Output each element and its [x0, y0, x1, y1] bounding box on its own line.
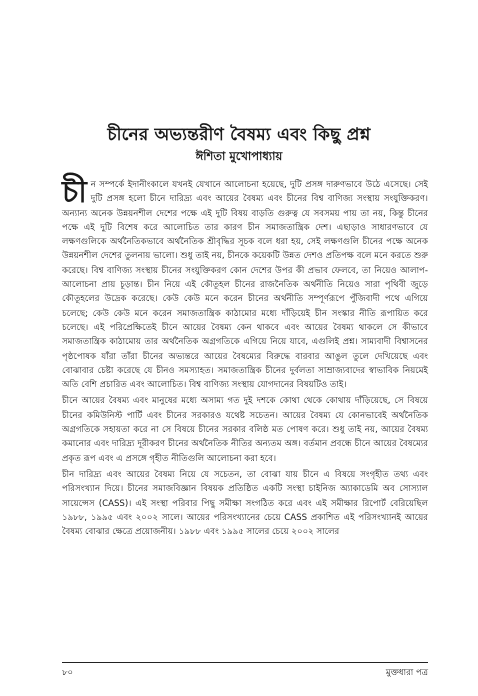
page-footer	[62, 662, 428, 680]
article-author: ঈশিতা মুখোপাধ্যায়	[195, 149, 283, 163]
page-number: ৮০	[62, 668, 74, 678]
journal-name: মুক্তধারা পত্র	[385, 668, 428, 678]
paragraph-1-text: ন সম্পর্কে ইদানীংকালে যখনই যেখানে আলোচনা হয়েছে, দুটি প্রসঙ্গ দারুণভাবে উঠে এসেছে। সেই দুটি প্রসঙ্গ হলো চীনে দারিদ্র্য এবং আয়ের বৈষম্য এবং চীনের বিশ্ব বাণিজ্য সংস্থায় সংযুক্তিকরণ। অন্যান্য অনেক উন্নয়নশীল দেশের পক্ষে এই দুটি বিষয় বাড়তি গুরুত্ব যে সবসময় পায় তা নয়, কিন্তু চীনের পক্ষে এই দুটি বিশেষ করে আলোচিত তার কারণ চীন সমাজতান্ত্রিক দেশ। এছাড়াও সাধারণভাবে যে লক্ষণগুলিকে অর্থনৈতিকভাবে অর্থনৈতিক শ্রীবৃদ্ধির সূচক বলে ধরা হয়, সেই লক্ষণগুলি চীনের পক্ষে অনেক উন্নয়নশীল দেশের তুলনায় ভালো। শুধু তাই নয়, চীনকে কয়েকটি উন্নত দেশও প্রতিপক্ষ বলে মনে করতে শুরু করেছে। বিশ্ব বাণিজ্য সংস্থায় চীনের সংযুক্তিকরণ কোন দেশের উপর কী প্রভাব ফেলবে, তা নিয়েও আলাপ-আলোচনা প্রায় চূড়ান্ত। চীন নিয়ে এই কৌতূহল চীনের রাজনৈতিক অর্থনীতি নিয়েও সারা পৃথিবী জুড়ে কৌতূহলের উদ্রেক করেছে। কেউ কেউ মনে করেন চীনের অর্থনীতি সম্পূর্ণরূপে পুঁজিবাদী পথে এগিয়ে চলেছে; কেউ কেউ মনে করেন সমাজতান্ত্রিক কাঠামোর মধ্যে দাঁড়িয়েই চীন সংস্কার নীতি রূপায়িত করে চলেছে। এই পরিপ্রেক্ষিতেই চীনে আয়ের বৈষম্য কেন থাকবে এবং আয়ের বৈষম্য থাকলে সে কীভাবে সমাজতান্ত্রিক কাঠামোয় তার অর্থনৈতিক অগ্রগতিকে এগিয়ে নিয়ে যাবে, এগুলিই প্রশ্ন। সাম্যবাদী বিশ্বাসনের পৃষ্ঠপোষক যাঁরা তাঁরা চীনের অভ্যন্তরে আয়ের বৈষম্যের বিরুদ্ধে বারবার আঙুল তুলে দেখিয়েছে এবং বোঝাবার চেষ্টা করেছে যে চীনও সমস্যাহত। সমাজতান্ত্রিক চীনের দুর্বলতা সাম্রাজ্যবাদের স্বাভাবিক নিয়মেই অতি বেশি প্রচারিত এবং আলোচিত। বিশ্ব বাণিজ্য সংস্থায় যোগদানের বিষয়টিও তাই।	[62, 180, 428, 391]
article-title: চীনের অভ্যন্তরীণ বৈষম্য এবং কিছু প্রশ্ন	[107, 125, 371, 145]
paragraph-3: চীন দারিদ্র্য এবং আয়ের বৈষম্য নিয়ে যে সচেতন, তা বোঝা যায় চীনে এ বিষয়ে সংগৃহীত তথ্য এবং পরিসংখ্যান দিয়ে। চীনের সমাজবিজ্ঞান বিষয়ক প্রতিষ্ঠিত একটি সংস্থা চাইনিজ অ্যাকাডেমি অব সোস্যাল সায়েন্সেস (CASS)। এই সংস্থা পরিবার পিছু সমীক্ষা সংগঠিত করে এবং এই সমীক্ষার রিপোর্ট বেরিয়েছিল ১৯৮৮, ১৯৯৫ এবং ২০০২ সালে। আয়ের পরিসংখ্যানের চেয়ে CASS প্রকাশিত এই পরিসংখ্যানই আয়ের বৈষম্য বোঝার ক্ষেত্রে প্রয়োজনীয়। ১৯৮৮ এবং ১৯৯৫ সালের চেয়ে ২০০২ সালের	[62, 469, 428, 538]
paragraph-2: চীনে আয়ের বৈষম্য এবং মানুষের মধ্যে অসাম্য গত দুই দশকে কোথা থেকে কোথায় দাঁড়িয়েছে, সে বিষয়ে চীনের কমিউনিস্ট পার্টি এবং চীনের সরকারও যথেষ্ট সচেতন। আয়ের বৈষম্য যে কোনভাবেই অর্থনৈতিক অগ্রগতিকে সহায়তা করে না সে বিষয়ে চীনের সরকার বলিষ্ঠ মত পোষণ করে। শুধু তাই নয়, আয়ের বৈষম্য কমানোর এবং দারিদ্র্য দূরীকরণ চীনের অর্থনৈতিক নীতির অন্যতম অঙ্গ। বর্তমান প্রবন্ধে চীনে আয়ের বৈষম্যের প্রকৃত রূপ এবং এ প্রসঙ্গে গৃহীত নীতিগুলি আলোচনা করা হবে।	[62, 396, 428, 464]
drop-cap: চী	[62, 175, 87, 210]
paragraph-1	[62, 175, 428, 392]
article-body	[62, 175, 428, 541]
